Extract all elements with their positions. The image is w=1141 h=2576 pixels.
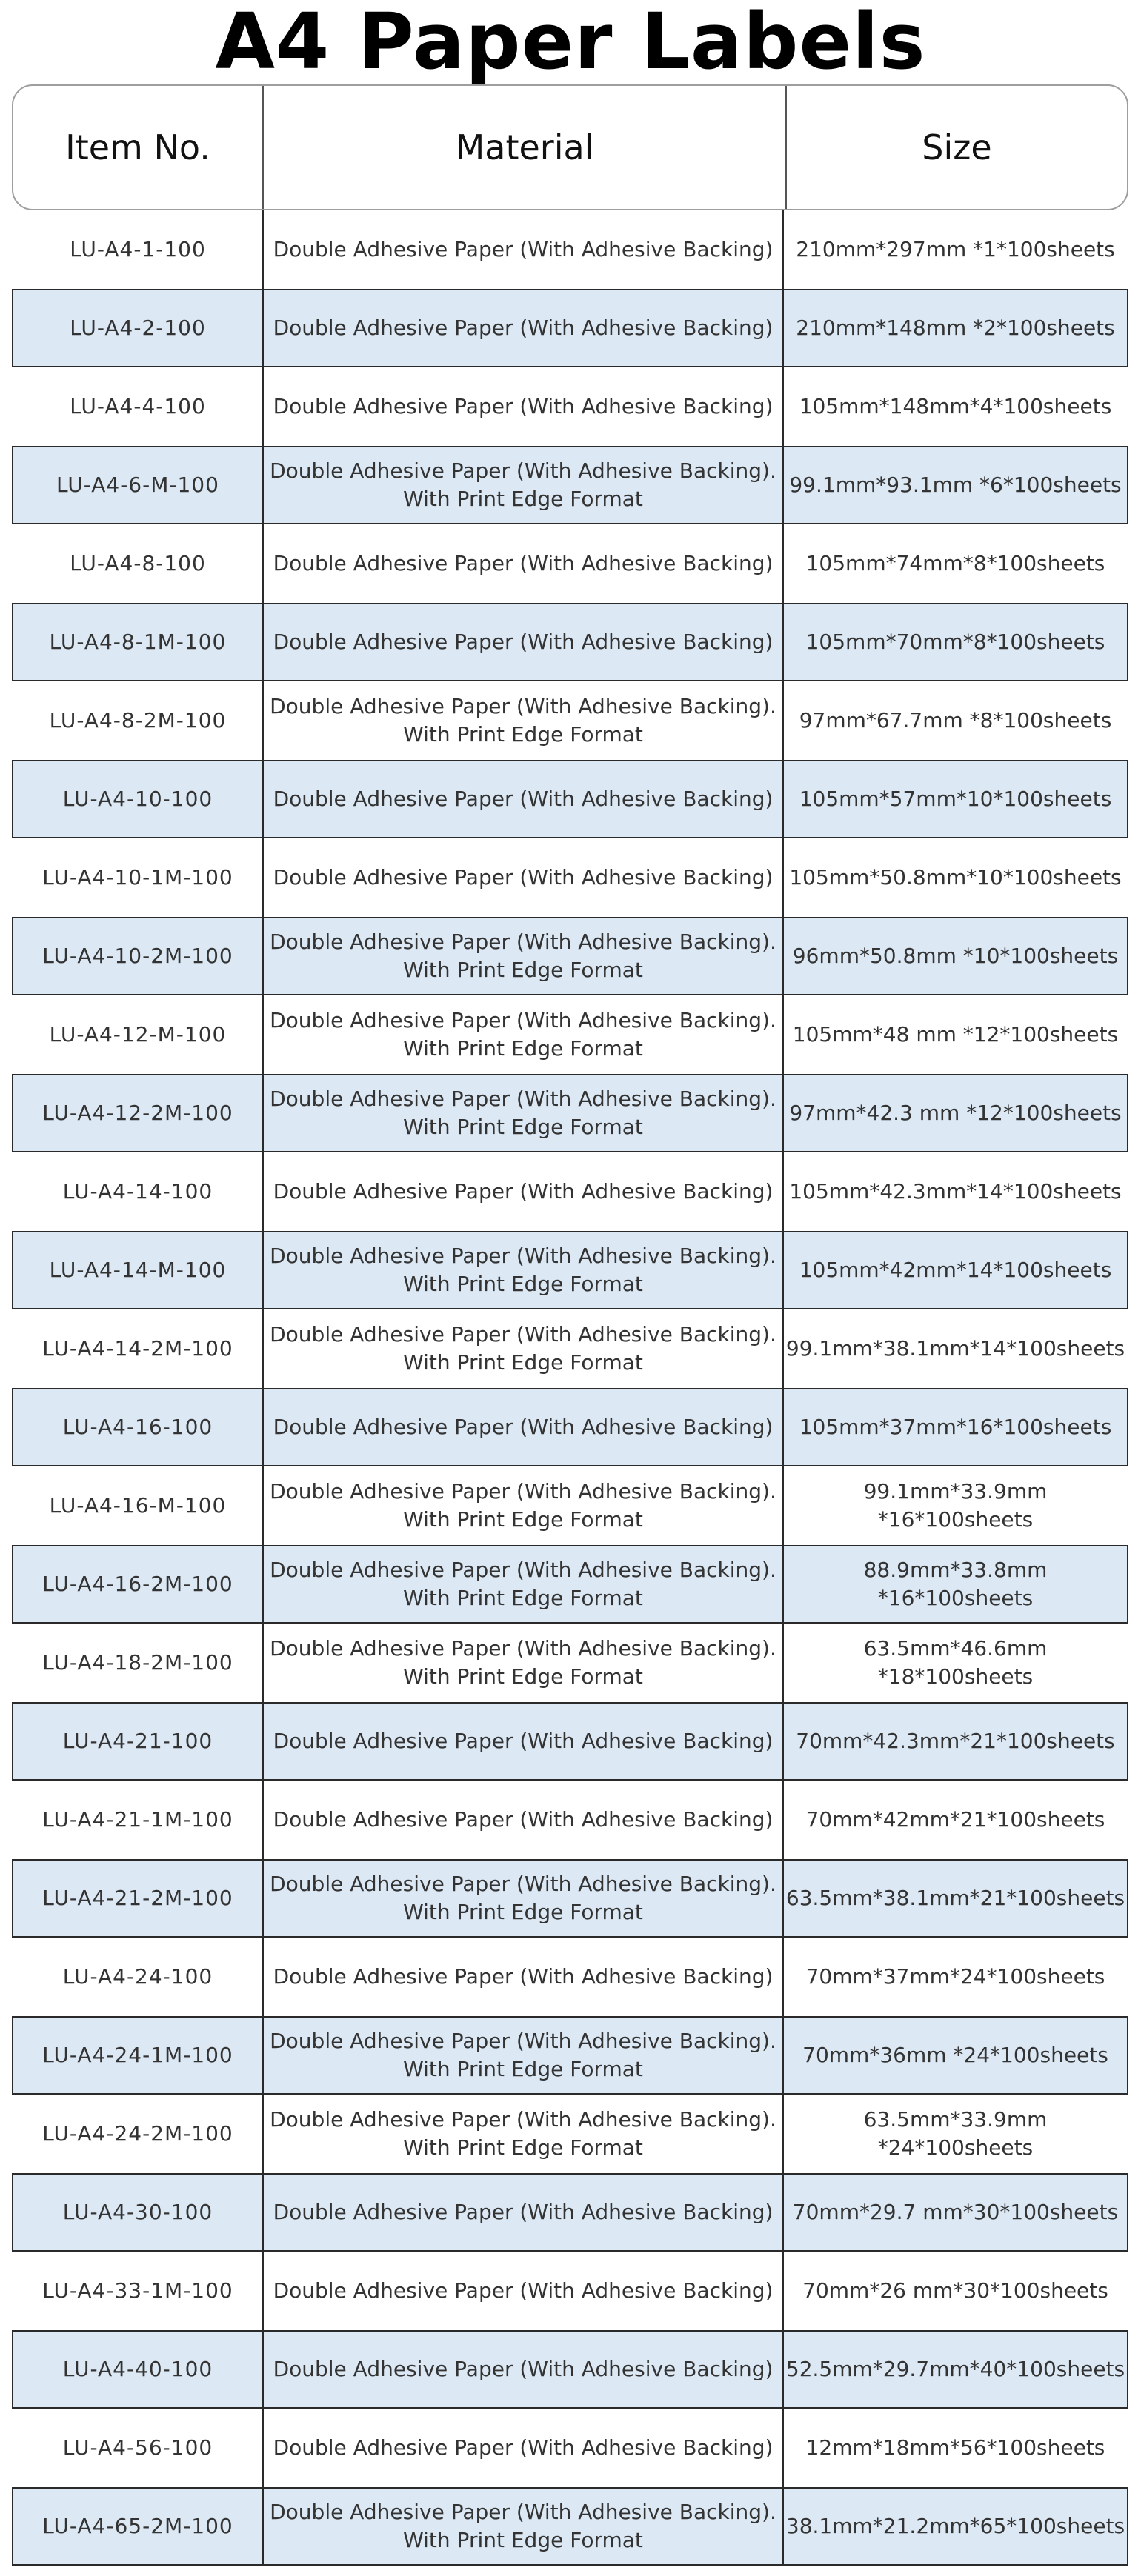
material-line-2: With Print Edge Format [403,1036,643,1061]
size-cell: 96mm*50.8mm *10*100sheets [792,944,1119,968]
material-cell [262,1232,784,1308]
size-cell: 97mm*67.7mm *8*100sheets [799,708,1112,733]
size-cell: 105mm*42.3mm*14*100sheets [789,1179,1122,1204]
item-no-cell: LU-A4-18-2M-100 [42,1650,233,1675]
size-cell: 105mm*48 mm *12*100sheets [792,1022,1119,1047]
table-row [12,1938,1128,2016]
material-line-2: With Print Edge Format [403,1586,643,1610]
item-no-cell: LU-A4-14-2M-100 [42,1336,233,1361]
material-line-1: Double Adhesive Paper (With Adhesive Backing) [273,2278,774,2303]
material-line-1: Double Adhesive Paper (With Adhesive Backing) [273,787,774,811]
material-line-1: Double Adhesive Paper (With Adhesive Backing). [270,1636,776,1661]
item-no-cell: LU-A4-4-100 [70,394,206,418]
item-no-cell: LU-A4-16-2M-100 [42,1572,233,1596]
table-row [12,2173,1128,2252]
size-cell: 70mm*37mm*24*100sheets [805,1964,1105,1989]
material-line-2: With Print Edge Format [403,1664,643,1689]
header-item-no: Item No. [65,127,210,167]
item-no-cell: LU-A4-12-2M-100 [42,1101,233,1125]
material-cell [262,1546,784,1622]
table-row [12,1309,1128,1388]
material-line-2: With Print Edge Format [403,1115,643,1139]
size-cell: 97mm*42.3 mm *12*100sheets [789,1101,1122,1125]
material-cell [262,1938,784,2016]
material-cell [262,918,784,994]
size-cell: 105mm*74mm*8*100sheets [805,551,1105,575]
item-no-cell: LU-A4-1-100 [70,237,206,261]
size-cell: 99.1mm*93.1mm *6*100sheets [789,473,1122,497]
material-cell [262,367,784,446]
material-line-1: Double Adhesive Paper (With Adhesive Backing). [270,930,776,954]
material-cell [262,1389,784,1465]
size-cell: 38.1mm*21.2mm*65*100sheets [785,2514,1125,2538]
table-row [12,367,1128,446]
size-cell: 88.9mm*33.8mm *16*100sheets [863,1558,1048,1610]
material-line-2: With Print Edge Format [403,1900,643,1924]
material-cell [262,1152,784,1231]
material-cell [262,2332,784,2407]
item-no-cell: LU-A4-14-100 [62,1179,213,1204]
table-row [12,210,1128,289]
material-line-1: Double Adhesive Paper (With Adhesive Backing) [273,1179,774,1204]
size-cell: 105mm*42mm*14*100sheets [799,1258,1112,1282]
table-row [12,446,1128,524]
table-row [12,2016,1128,2095]
item-no-cell: LU-A4-10-100 [62,787,213,811]
item-no-cell: LU-A4-8-2M-100 [49,708,227,733]
material-cell [262,1309,784,1388]
material-line-1: Double Adhesive Paper (With Adhesive Backing). [270,2500,776,2524]
material-cell [262,1466,784,1545]
material-line-1: Double Adhesive Paper (With Adhesive Backing) [273,2200,774,2224]
table-row [12,2409,1128,2487]
size-cell: 63.5mm*38.1mm*21*100sheets [785,1886,1125,1910]
table-row [12,2252,1128,2330]
material-line-1: Double Adhesive Paper (With Adhesive Backing). [270,1558,776,1582]
table-row [12,2487,1128,2566]
material-line-2: With Print Edge Format [403,2135,643,2160]
item-no-cell: LU-A4-12-M-100 [49,1022,227,1047]
material-cell [262,1861,784,1936]
material-line-1: Double Adhesive Paper (With Adhesive Backing). [270,1008,776,1032]
material-line-2: With Print Edge Format [403,2057,643,2081]
table-row [12,1859,1128,1938]
material-line-1: Double Adhesive Paper (With Adhesive Backing). [270,1244,776,1268]
material-line-1: Double Adhesive Paper (With Adhesive Backing) [273,237,774,261]
material-line-1: Double Adhesive Paper (With Adhesive Backing) [273,865,774,890]
table-row [12,1152,1128,1231]
item-no-cell: LU-A4-16-M-100 [49,1493,227,1518]
item-no-cell: LU-A4-24-100 [62,1964,213,1989]
item-no-cell: LU-A4-10-1M-100 [42,865,233,890]
material-line-1: Double Adhesive Paper (With Adhesive Backing) [273,1415,774,1439]
material-line-1: Double Adhesive Paper (With Adhesive Backing). [270,2107,776,2132]
table-row [12,681,1128,760]
item-no-cell: LU-A4-14-M-100 [49,1258,227,1282]
size-cell: 63.5mm*33.9mm *24*100sheets [863,2107,1048,2160]
material-cell [262,838,784,917]
material-line-1: Double Adhesive Paper (With Adhesive Backing). [270,1087,776,1111]
item-no-cell: LU-A4-6-M-100 [56,473,219,497]
table-row [12,1781,1128,1859]
material-line-1: Double Adhesive Paper (With Adhesive Backing). [270,458,776,483]
item-no-cell: LU-A4-16-100 [62,1415,213,1439]
table-row [12,2330,1128,2409]
material-cell [262,2489,784,2564]
table-row [12,1388,1128,1466]
material-line-1: Double Adhesive Paper (With Adhesive Backing) [273,1807,774,1832]
material-cell [262,2175,784,2250]
material-line-2: With Print Edge Format [403,958,643,982]
size-cell: 70mm*36mm *24*100sheets [802,2043,1108,2067]
item-no-cell: LU-A4-40-100 [62,2357,213,2381]
material-cell [262,210,784,289]
material-line-1: Double Adhesive Paper (With Adhesive Backing). [270,1872,776,1896]
table-row [12,917,1128,995]
table-row [12,2095,1128,2173]
material-cell [262,1624,784,1702]
material-line-1: Double Adhesive Paper (With Adhesive Backing) [273,551,774,575]
size-cell: 70mm*42.3mm*21*100sheets [796,1729,1115,1753]
material-line-1: Double Adhesive Paper (With Adhesive Backing) [273,1729,774,1753]
material-cell [262,995,784,1074]
table-row [12,1624,1128,1702]
size-cell: 210mm*297mm *1*100sheets [796,237,1115,261]
material-line-2: With Print Edge Format [403,722,643,747]
size-cell: 99.1mm*38.1mm*14*100sheets [785,1336,1125,1361]
material-line-1: Double Adhesive Paper (With Adhesive Backing) [273,2435,774,2460]
material-line-2: With Print Edge Format [403,1272,643,1296]
size-cell: 105mm*70mm*8*100sheets [805,630,1105,654]
size-cell: 210mm*148mm *2*100sheets [796,316,1115,340]
material-line-2: With Print Edge Format [403,2528,643,2552]
material-line-2: With Print Edge Format [403,1350,643,1375]
material-cell [262,681,784,760]
table-row [12,1545,1128,1624]
material-cell [262,2252,784,2330]
size-cell: 52.5mm*29.7mm*40*100sheets [785,2357,1125,2381]
size-cell: 105mm*37mm*16*100sheets [799,1415,1112,1439]
header-size: Size [785,86,1127,209]
material-cell [262,2095,784,2173]
material-line-1: Double Adhesive Paper (With Adhesive Backing). [270,1479,776,1504]
material-cell [262,2409,784,2487]
size-cell: 70mm*26 mm*30*100sheets [802,2278,1108,2303]
material-line-2: With Print Edge Format [403,487,643,511]
item-no-cell: LU-A4-56-100 [62,2435,213,2460]
material-line-1: Double Adhesive Paper (With Adhesive Backing) [273,316,774,340]
table-body [12,210,1128,2566]
material-cell [262,447,784,523]
table-row [12,603,1128,681]
table-row [12,524,1128,603]
material-cell [262,1781,784,1859]
size-cell: 99.1mm*33.9mm *16*100sheets [863,1479,1048,1532]
item-no-cell: LU-A4-65-2M-100 [42,2514,233,2538]
material-cell [262,1075,784,1151]
size-cell: 105mm*50.8mm*10*100sheets [789,865,1122,890]
item-no-cell: LU-A4-8-1M-100 [49,630,227,654]
size-cell: 12mm*18mm*56*100sheets [805,2435,1105,2460]
table-row [12,289,1128,367]
item-no-cell: LU-A4-24-2M-100 [42,2121,233,2146]
item-no-cell: LU-A4-21-1M-100 [42,1807,233,1832]
material-cell [262,2018,784,2093]
item-no-cell: LU-A4-24-1M-100 [42,2043,233,2067]
material-line-1: Double Adhesive Paper (With Adhesive Backing) [273,630,774,654]
material-line-2: With Print Edge Format [403,1507,643,1532]
item-no-cell: LU-A4-21-2M-100 [42,1886,233,1910]
material-cell [262,761,784,837]
material-cell [262,1704,784,1779]
item-no-cell: LU-A4-21-100 [62,1729,213,1753]
table-row [12,838,1128,917]
header-material: Material [262,86,785,209]
size-cell: 70mm*29.7 mm*30*100sheets [792,2200,1119,2224]
table-row [12,1702,1128,1781]
item-no-cell: LU-A4-33-1M-100 [42,2278,233,2303]
size-cell: 105mm*57mm*10*100sheets [799,787,1112,811]
size-cell: 70mm*42mm*21*100sheets [805,1807,1105,1832]
item-no-cell: LU-A4-30-100 [62,2200,213,2224]
page-title: A4 Paper Labels [215,0,926,87]
size-cell: 63.5mm*46.6mm *18*100sheets [863,1636,1048,1689]
item-no-cell: LU-A4-8-100 [70,551,206,575]
table-row [12,1466,1128,1545]
item-no-cell: LU-A4-10-2M-100 [42,944,233,968]
table-header [12,84,1128,210]
table-row [12,760,1128,838]
material-cell [262,604,784,680]
material-cell [262,290,784,366]
material-line-1: Double Adhesive Paper (With Adhesive Backing) [273,2357,774,2381]
material-line-1: Double Adhesive Paper (With Adhesive Backing). [270,694,776,718]
material-line-1: Double Adhesive Paper (With Adhesive Backing). [270,1322,776,1347]
table-row [12,1074,1128,1152]
material-line-1: Double Adhesive Paper (With Adhesive Backing) [273,394,774,418]
table-row [12,1231,1128,1309]
table-row [12,995,1128,1074]
material-cell [262,524,784,603]
size-cell: 105mm*148mm*4*100sheets [799,394,1112,418]
material-line-1: Double Adhesive Paper (With Adhesive Backing) [273,1964,774,1989]
material-line-1: Double Adhesive Paper (With Adhesive Backing). [270,2029,776,2053]
item-no-cell: LU-A4-2-100 [70,316,206,340]
